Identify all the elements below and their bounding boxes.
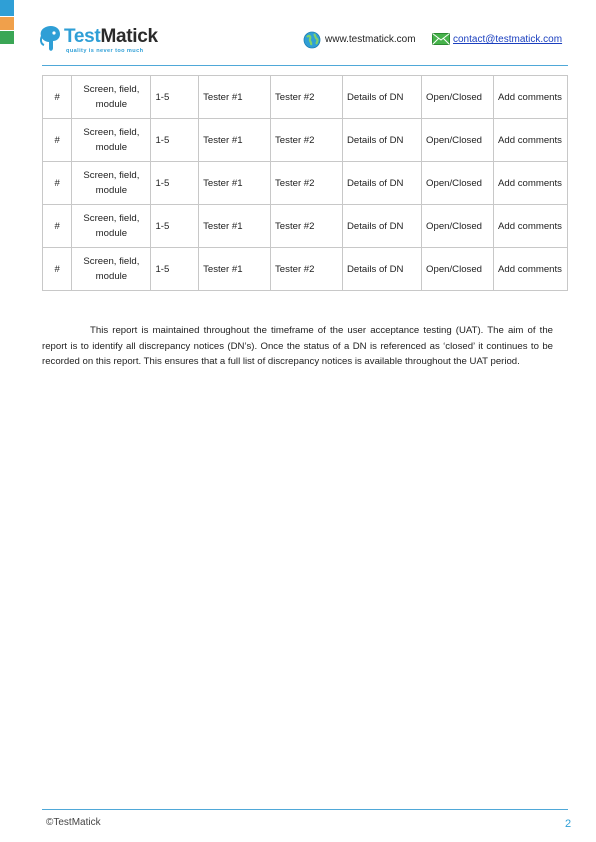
table-row	[43, 119, 568, 162]
header-divider	[42, 65, 568, 66]
cell-status: Open/Closed	[422, 162, 494, 205]
cell-screen: Screen, field, module	[72, 205, 151, 248]
envelope-icon	[432, 33, 450, 45]
cell-comments: Add comments	[493, 205, 567, 248]
cell-details: Details of DN	[342, 76, 421, 119]
table-row	[43, 162, 568, 205]
cell-number: #	[43, 162, 72, 205]
cell-comments: Add comments	[493, 76, 567, 119]
cell-tester-1: Tester #1	[199, 205, 271, 248]
cell-status: Open/Closed	[422, 248, 494, 291]
report-description-paragraph: This report is maintained throughout the timeframe of the user acceptance testing (UAT). The aim of the report is to identify all discrepancy notices (DN’s). Once the status of a DN is referenced as ‘closed’ it continues to be recorded on this report. This ensures that a full list of discrepancy notices is available throughout the UAT period.	[42, 325, 553, 367]
cell-details: Details of DN	[342, 119, 421, 162]
cell-number: #	[43, 76, 72, 119]
cell-severity: 1-5	[151, 205, 199, 248]
cell-severity: 1-5	[151, 76, 199, 119]
cell-status: Open/Closed	[422, 119, 494, 162]
elephant-logo-icon	[38, 24, 64, 54]
cell-details: Details of DN	[342, 205, 421, 248]
cell-status: Open/Closed	[422, 205, 494, 248]
cell-details: Details of DN	[342, 248, 421, 291]
cell-severity: 1-5	[151, 162, 199, 205]
email-link[interactable]: contact@testmatick.com	[453, 34, 563, 45]
table-row	[43, 205, 568, 248]
page-number: 2	[565, 818, 572, 830]
table-row	[43, 76, 568, 119]
cell-comments: Add comments	[493, 162, 567, 205]
cell-tester-1: Tester #1	[199, 162, 271, 205]
globe-icon	[303, 31, 321, 49]
logo-word-test: Test	[64, 26, 101, 47]
logo-wordmark	[64, 26, 158, 48]
cell-number: #	[43, 205, 72, 248]
cell-number: #	[43, 119, 72, 162]
logo-word-matick: Matick	[100, 26, 158, 47]
footer-divider	[42, 809, 568, 810]
cell-tester-2: Tester #2	[271, 205, 343, 248]
cell-tester-1: Tester #1	[199, 119, 271, 162]
page-header	[0, 0, 596, 66]
cell-severity: 1-5	[151, 119, 199, 162]
cell-tester-2: Tester #2	[271, 248, 343, 291]
cell-tester-2: Tester #2	[271, 162, 343, 205]
cell-comments: Add comments	[493, 248, 567, 291]
testmatick-logo[interactable]	[38, 22, 168, 58]
discrepancy-notices-table	[42, 75, 568, 291]
cell-screen: Screen, field, module	[72, 76, 151, 119]
logo-tagline: quality is never too much	[66, 48, 144, 54]
cell-tester-1: Tester #1	[199, 76, 271, 119]
cell-comments: Add comments	[493, 119, 567, 162]
website-link[interactable]: www.testmatick.com	[325, 34, 416, 45]
cell-screen: Screen, field, module	[72, 119, 151, 162]
table-row	[43, 248, 568, 291]
cell-tester-1: Tester #1	[199, 248, 271, 291]
cell-tester-2: Tester #2	[271, 119, 343, 162]
cell-screen: Screen, field, module	[72, 248, 151, 291]
cell-tester-2: Tester #2	[271, 76, 343, 119]
footer-copyright: ©TestMatick	[46, 817, 101, 828]
cell-severity: 1-5	[151, 248, 199, 291]
cell-details: Details of DN	[342, 162, 421, 205]
cell-screen: Screen, field, module	[72, 162, 151, 205]
cell-number: #	[43, 248, 72, 291]
cell-status: Open/Closed	[422, 76, 494, 119]
